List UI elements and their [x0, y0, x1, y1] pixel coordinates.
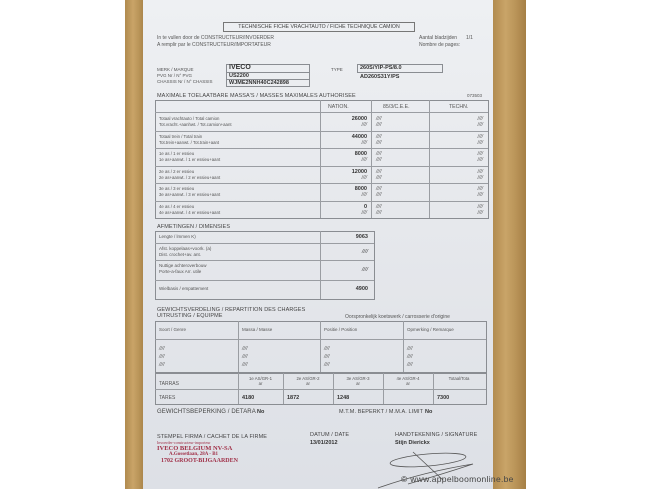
dimension-label-2: Porte-a-faux Arr. utile [159, 269, 202, 274]
mass-nation-value-2: //// [361, 192, 367, 198]
stamp-line-3: 1702 GROOT-BIJGAARDEN [161, 458, 238, 464]
tares-value: 1872 [287, 395, 300, 401]
make-label: MERK / MARQUE [157, 67, 194, 72]
equipment-column-header: Soort / Genre [159, 327, 187, 332]
chassis-value: WJME2NNH40C242898 [229, 80, 289, 86]
mass-row-divider [155, 131, 488, 132]
mass-row-label-1: 1e as / 1 er essieu [159, 151, 195, 156]
date-label: DATUM / DATE [310, 432, 350, 438]
bodywork-note: Oorspronkelijk koetswerk / carrosserie d'origine [345, 314, 450, 320]
dimension-value: 4900 [355, 286, 368, 292]
stamp-line-1: IVECO BELGIUM NV-SA [157, 445, 233, 452]
mass-nation-value-2: //// [361, 209, 367, 216]
dimension-label-1: Afst. koppelaas+voork. (a) [159, 246, 212, 251]
equipment-cell: //// [407, 362, 413, 368]
document-title: TECHNISCHE FICHE VRACHTAUTO / FICHE TECHNIQUE CAMION [223, 22, 415, 32]
mtm-limit-value: No [425, 409, 433, 415]
weight-limit-value: No [257, 409, 265, 415]
mass-techn-value: //// [477, 203, 483, 210]
mass-eec-value-2: //// [376, 122, 382, 128]
mass-nation-value: 8000 [354, 151, 367, 157]
dimension-row-divider [155, 280, 374, 281]
dimension-value: //// [361, 248, 368, 255]
distribution-title-1: GEWICHTSVERDELING / REPARTITION DES CHARGES [157, 307, 306, 313]
date-value: 13/01/2012 [310, 440, 338, 446]
equipment-cell: //// [159, 354, 165, 360]
col-nation: NATION. [328, 104, 349, 110]
col-techn: TECHN. [449, 104, 469, 110]
pages-value: 1/1 [466, 35, 473, 41]
signatory-name: Stijn Dierickx [395, 440, 430, 446]
equipment-cell: //// [324, 362, 330, 368]
mass-eec-value-2: //// [376, 157, 382, 163]
dimension-row-divider [155, 243, 374, 244]
pvg-label: PVG Nr / N° PVG [157, 73, 193, 78]
tares-column-header: Totaal/Tota [448, 376, 470, 381]
mass-eec-value: //// [376, 203, 382, 210]
equipment-cell: //// [407, 346, 413, 352]
mass-row-label-1: Totaal vrachtauto / Total camion [159, 116, 220, 121]
mass-row-label-1: 2e as / 2 er essieu [159, 168, 195, 174]
watermark: © www.appelboomonline.be [401, 474, 514, 484]
distribution-title-2: UITRUSTING / EQUIPME [157, 313, 223, 319]
wood-surface-right [492, 0, 526, 489]
mass-row-divider [155, 148, 488, 149]
type-value-1: 260S/YIP-PS/8.0 [360, 65, 402, 71]
type-label: TYPE [331, 67, 343, 72]
wood-surface-left [125, 0, 145, 489]
make-value: IVECO [229, 64, 251, 71]
mass-techn-value-2: //// [477, 209, 483, 216]
tares-column-header: 4e AS/GR-4 ar [396, 376, 420, 386]
chassis-label: CHASSIS Nr / N° CHASSIS [157, 79, 213, 84]
dimensions-section-title: AFMETINGEN / DIMENSIES [157, 224, 231, 230]
mass-row-divider [155, 201, 488, 202]
tares-label-nl: TARRAS [159, 381, 179, 387]
pvg-value: US2200 [229, 73, 249, 79]
dimension-label-1: Lengte / lmmen K) [159, 234, 196, 239]
tares-label-fr: TARES [159, 395, 176, 401]
mass-row-divider [155, 166, 488, 167]
weight-limit-label: GEWICHTSBEPERKING / DETARA [157, 409, 256, 415]
mtm-limit-label: M.T.M. BEPERKT / M.M.A. LIMIT [339, 409, 424, 415]
mass-nation-value-2: //// [361, 139, 367, 146]
type-value-2: AD260S31Y/PS [360, 74, 400, 80]
stamp-line-0: Invoerder-constructeur-importeur [157, 440, 211, 445]
mass-nation-value-2: //// [361, 157, 367, 163]
mass-row-label-1: Totaal trein / Total train [159, 133, 203, 139]
dimension-label-1: Nuttige achteroverbouw [159, 263, 207, 268]
company-stamp [157, 440, 238, 465]
mass-row-label-1: 4e as / 4 er essieu [159, 203, 195, 209]
mass-eec-value-2: //// [376, 174, 382, 181]
tares-column-header: 2e AS/GR-2 ar [296, 376, 320, 386]
fill-in-nl: In te vullen door de CONSTRUCTEUR/INVOERDER [157, 35, 274, 41]
mass-techn-value: //// [477, 116, 483, 122]
mass-eec-value: //// [376, 133, 382, 140]
mass-eec-value: //// [376, 186, 382, 192]
equipment-column-header: Massa / Masse [242, 327, 273, 332]
pages-label-nl: Aantal bladzijden [419, 35, 458, 41]
dimension-value: //// [361, 267, 368, 273]
dimension-label-2: Dist. crochet+av. ant. [159, 252, 202, 257]
mass-row-label-2: 4e as+aanwt. / 4 er essieu+aant [159, 209, 221, 215]
mass-eec-value-2: //// [376, 139, 382, 146]
equipment-cell: //// [242, 346, 248, 352]
mass-techn-value-2: //// [477, 122, 483, 128]
mass-eec-value: //// [376, 116, 382, 122]
masses-section-code: 073503 [467, 93, 483, 98]
document-sheet [143, 0, 514, 489]
mass-nation-value: 44000 [351, 133, 367, 140]
tares-column-header: 3e AS/GR-3 ar [346, 376, 370, 386]
mass-nation-value: 26000 [351, 116, 367, 122]
mass-row-divider [155, 183, 488, 184]
tares-column-header: 1e AS/GR-1 ar [249, 376, 272, 386]
equipment-cell: //// [159, 362, 165, 368]
dimension-value: 9063 [355, 234, 368, 240]
mass-nation-value-2: //// [361, 174, 367, 181]
stamp-line-2: A.Gossetlaan, 28A - B1 [169, 452, 219, 457]
mass-eec-value-2: //// [376, 192, 382, 198]
tares-value: 4180 [242, 395, 255, 401]
fill-in-fr: A remplir par le CONSTRUCTEUR/IMPORTATEUR [157, 42, 271, 48]
mass-eec-value-2: //// [376, 209, 382, 216]
mass-techn-value: //// [477, 133, 483, 140]
tares-value: 7300 [437, 395, 450, 401]
equipment-cell: //// [242, 362, 248, 368]
mass-techn-value-2: //// [477, 139, 483, 146]
mass-techn-value-2: //// [477, 192, 483, 198]
dimension-row-divider [155, 260, 374, 261]
mass-nation-value: 12000 [351, 168, 367, 175]
mass-techn-value-2: //// [477, 157, 483, 163]
signature-label: HANDTEKENING / SIGNATURE [395, 432, 478, 438]
equipment-column-header: Opmerking / Remarque [407, 327, 454, 332]
equipment-cell: //// [324, 354, 330, 360]
col-eec: 85/3/C.E.E. [383, 104, 410, 110]
mass-row-label-2: Tot.vracht.+aanhwt. / Tot.camion+aant [159, 122, 232, 127]
equipment-cell: //// [159, 346, 165, 352]
mass-row-label-2: 1e as+aanwt. / 1 er essieu+aant [159, 157, 221, 162]
mass-techn-value: //// [477, 186, 483, 192]
pages-label-fr: Nombre de pages: [419, 42, 461, 48]
mass-nation-value-2: //// [361, 122, 367, 128]
mass-row-label-2: Tot.trein+aanwt. / Tot.train+aant [159, 139, 220, 145]
mass-eec-value: //// [376, 151, 382, 157]
mass-eec-value: //// [376, 168, 382, 175]
masses-section-title: MAXIMALE TOELAATBARE MASSA'S / MASSES MAXIMALES AUTHORISEE [157, 93, 356, 99]
mass-techn-value: //// [477, 151, 483, 157]
equipment-cell: //// [407, 354, 413, 360]
tares-value: 1248 [337, 395, 350, 401]
dimension-label-1: Wielbasis / empattement [159, 286, 209, 291]
mass-nation-value: 0 [363, 203, 367, 210]
mass-row-label-2: 2e as+aanwt. / 2 er essieu+aant [159, 174, 221, 180]
mass-row-label-1: 3e as / 3 er essieu [159, 186, 195, 191]
mass-row-label-2: 3e as+aanwt. / 3 er essieu+aant [159, 192, 221, 197]
equipment-column-header: Positie / Position [324, 327, 358, 332]
mass-techn-value-2: //// [477, 174, 483, 181]
stamp-label: STEMPEL FIRMA / CACHET DE LA FIRME [157, 434, 268, 440]
equipment-cell: //// [324, 346, 330, 352]
mass-nation-value: 8000 [354, 186, 367, 192]
mass-techn-value: //// [477, 168, 483, 175]
equipment-cell: //// [242, 354, 248, 360]
